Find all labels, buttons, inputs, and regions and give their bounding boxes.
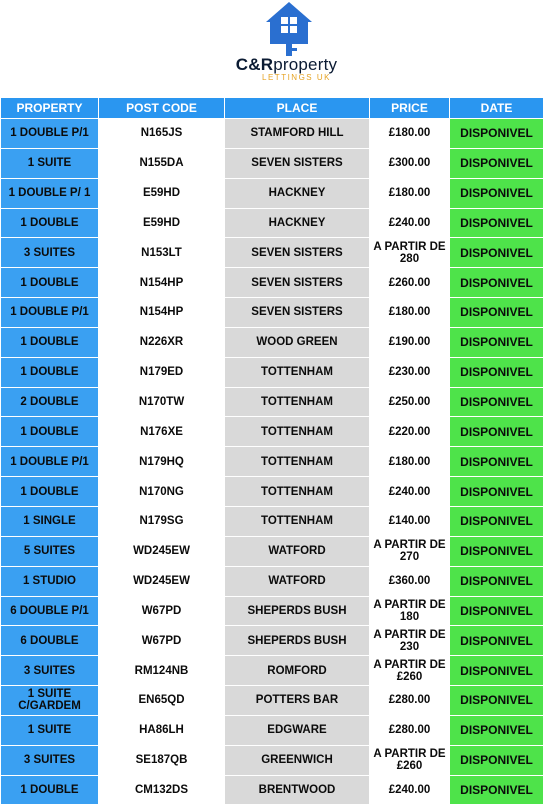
table-row — [1, 178, 543, 208]
cell-place: TOTTENHAM — [225, 387, 370, 417]
header — [0, 0, 543, 97]
cell-place: SHEPERDS BUSH — [225, 596, 370, 626]
cell-date: DISPONIVEL — [450, 715, 543, 745]
table-row — [1, 447, 543, 477]
cell-post-code: SE187QB — [99, 745, 225, 775]
cell-post-code: N170NG — [99, 477, 225, 507]
cell-place: EDGWARE — [225, 715, 370, 745]
cell-date: DISPONIVEL — [450, 208, 543, 238]
header-place: PLACE — [225, 98, 370, 119]
table-row — [1, 745, 543, 775]
table-row — [1, 268, 543, 298]
cell-property: 1 DOUBLE — [1, 327, 99, 357]
cell-property: 1 DOUBLE P/1 — [1, 119, 99, 149]
cell-property: 1 DOUBLE P/1 — [1, 447, 99, 477]
table-row — [1, 775, 543, 805]
cell-price: £220.00 — [370, 417, 450, 447]
cell-post-code: N154HP — [99, 268, 225, 298]
cell-place: HACKNEY — [225, 208, 370, 238]
cell-price: A PARTIR DE 280 — [370, 238, 450, 268]
cell-place: HACKNEY — [225, 178, 370, 208]
cell-date: DISPONIVEL — [450, 596, 543, 626]
cell-place: TOTTENHAM — [225, 477, 370, 507]
cell-place: ROMFORD — [225, 656, 370, 686]
cell-property: 5 SUITES — [1, 536, 99, 566]
cell-place: SEVEN SISTERS — [225, 238, 370, 268]
cell-place: TOTTENHAM — [225, 447, 370, 477]
cell-post-code: WD245EW — [99, 566, 225, 596]
cell-property: 1 DOUBLE — [1, 417, 99, 447]
cell-date: DISPONIVEL — [450, 656, 543, 686]
listings-table — [0, 97, 543, 805]
cell-property: 2 DOUBLE — [1, 387, 99, 417]
cell-place: WOOD GREEN — [225, 327, 370, 357]
cell-post-code: W67PD — [99, 596, 225, 626]
cell-price: £260.00 — [370, 268, 450, 298]
table-row — [1, 596, 543, 626]
house-key-logo-icon — [264, 0, 314, 58]
table-row — [1, 357, 543, 387]
cell-place: GREENWICH — [225, 745, 370, 775]
cell-property: 1 STUDIO — [1, 566, 99, 596]
cell-place: POTTERS BAR — [225, 686, 370, 716]
table-row — [1, 327, 543, 357]
table-row — [1, 208, 543, 238]
cell-post-code: N153LT — [99, 238, 225, 268]
cell-price: £140.00 — [370, 506, 450, 536]
cell-price: A PARTIR DE 180 — [370, 596, 450, 626]
cell-date: DISPONIVEL — [450, 119, 543, 149]
cell-date: DISPONIVEL — [450, 745, 543, 775]
cell-place: STAMFORD HILL — [225, 119, 370, 149]
cell-price: A PARTIR DE 270 — [370, 536, 450, 566]
cell-date: DISPONIVEL — [450, 477, 543, 507]
cell-post-code: N179ED — [99, 357, 225, 387]
cell-date: DISPONIVEL — [450, 327, 543, 357]
cell-date: DISPONIVEL — [450, 268, 543, 298]
cell-place: SHEPERDS BUSH — [225, 626, 370, 656]
cell-place: SEVEN SISTERS — [225, 268, 370, 298]
cell-place: WATFORD — [225, 536, 370, 566]
cell-post-code: CM132DS — [99, 775, 225, 805]
brand-tagline: LETTINGS UK — [0, 73, 543, 82]
cell-post-code: W67PD — [99, 626, 225, 656]
cell-price: £250.00 — [370, 387, 450, 417]
cell-post-code: E59HD — [99, 208, 225, 238]
table-row — [1, 119, 543, 149]
table-row — [1, 506, 543, 536]
table-row — [1, 417, 543, 447]
brand-name-bold: C&R — [236, 55, 273, 74]
cell-property: 1 SUITE C/GARDEM — [1, 686, 99, 716]
cell-post-code: N179HQ — [99, 447, 225, 477]
header-property: PROPERTY — [1, 98, 99, 119]
cell-property: 6 DOUBLE — [1, 626, 99, 656]
cell-property: 1 DOUBLE — [1, 268, 99, 298]
cell-price: £240.00 — [370, 208, 450, 238]
cell-property: 1 SUITE — [1, 715, 99, 745]
cell-property: 1 DOUBLE — [1, 775, 99, 805]
brand-name — [0, 55, 543, 75]
cell-property: 1 SINGLE — [1, 506, 99, 536]
table-row — [1, 387, 543, 417]
cell-price: A PARTIR DE 230 — [370, 626, 450, 656]
cell-place: TOTTENHAM — [225, 506, 370, 536]
cell-price: A PARTIR DE £260 — [370, 745, 450, 775]
cell-price: £190.00 — [370, 327, 450, 357]
table-row — [1, 715, 543, 745]
cell-post-code: E59HD — [99, 178, 225, 208]
cell-date: DISPONIVEL — [450, 626, 543, 656]
cell-property: 1 DOUBLE — [1, 477, 99, 507]
cell-price: £240.00 — [370, 477, 450, 507]
cell-property: 1 SUITE — [1, 148, 99, 178]
brand-name-light: property — [273, 55, 337, 74]
cell-date: DISPONIVEL — [450, 417, 543, 447]
cell-post-code: WD245EW — [99, 536, 225, 566]
cell-property: 3 SUITES — [1, 745, 99, 775]
cell-date: DISPONIVEL — [450, 506, 543, 536]
cell-place: TOTTENHAM — [225, 357, 370, 387]
cell-post-code: N226XR — [99, 327, 225, 357]
cell-property: 3 SUITES — [1, 656, 99, 686]
cell-date: DISPONIVEL — [450, 178, 543, 208]
cell-date: DISPONIVEL — [450, 357, 543, 387]
cell-place: TOTTENHAM — [225, 417, 370, 447]
table-row — [1, 626, 543, 656]
cell-price: £360.00 — [370, 566, 450, 596]
table-row — [1, 238, 543, 268]
cell-price: A PARTIR DE £260 — [370, 656, 450, 686]
table-row — [1, 686, 543, 716]
cell-date: DISPONIVEL — [450, 775, 543, 805]
cell-property: 3 SUITES — [1, 238, 99, 268]
cell-place: SEVEN SISTERS — [225, 298, 370, 328]
cell-price: £230.00 — [370, 357, 450, 387]
table-row — [1, 656, 543, 686]
cell-post-code: N165JS — [99, 119, 225, 149]
cell-post-code: RM124NB — [99, 656, 225, 686]
table-header-row — [1, 98, 543, 119]
cell-property: 1 DOUBLE — [1, 357, 99, 387]
table-row — [1, 566, 543, 596]
cell-post-code: HA86LH — [99, 715, 225, 745]
cell-price: £180.00 — [370, 178, 450, 208]
cell-post-code: N179SG — [99, 506, 225, 536]
cell-price: £180.00 — [370, 119, 450, 149]
table-row — [1, 148, 543, 178]
header-post-code: POST CODE — [99, 98, 225, 119]
cell-property: 1 DOUBLE P/1 — [1, 298, 99, 328]
cell-price: £280.00 — [370, 686, 450, 716]
cell-property: 1 DOUBLE P/ 1 — [1, 178, 99, 208]
cell-date: DISPONIVEL — [450, 148, 543, 178]
cell-price: £300.00 — [370, 148, 450, 178]
cell-place: BRENTWOOD — [225, 775, 370, 805]
cell-place: SEVEN SISTERS — [225, 148, 370, 178]
table-row — [1, 298, 543, 328]
cell-price: £280.00 — [370, 715, 450, 745]
cell-price: £180.00 — [370, 447, 450, 477]
cell-date: DISPONIVEL — [450, 566, 543, 596]
cell-post-code: EN65QD — [99, 686, 225, 716]
cell-date: DISPONIVEL — [450, 238, 543, 268]
cell-property: 1 DOUBLE — [1, 208, 99, 238]
cell-place: WATFORD — [225, 566, 370, 596]
table-row — [1, 477, 543, 507]
cell-date: DISPONIVEL — [450, 686, 543, 716]
cell-price: £240.00 — [370, 775, 450, 805]
cell-date: DISPONIVEL — [450, 447, 543, 477]
cell-property: 6 DOUBLE P/1 — [1, 596, 99, 626]
cell-post-code: N154HP — [99, 298, 225, 328]
cell-date: DISPONIVEL — [450, 298, 543, 328]
cell-post-code: N155DA — [99, 148, 225, 178]
header-date: DATE — [450, 98, 543, 119]
cell-price: £180.00 — [370, 298, 450, 328]
table-row — [1, 536, 543, 566]
cell-date: DISPONIVEL — [450, 536, 543, 566]
cell-date: DISPONIVEL — [450, 387, 543, 417]
cell-post-code: N176XE — [99, 417, 225, 447]
cell-post-code: N170TW — [99, 387, 225, 417]
header-price: PRICE — [370, 98, 450, 119]
